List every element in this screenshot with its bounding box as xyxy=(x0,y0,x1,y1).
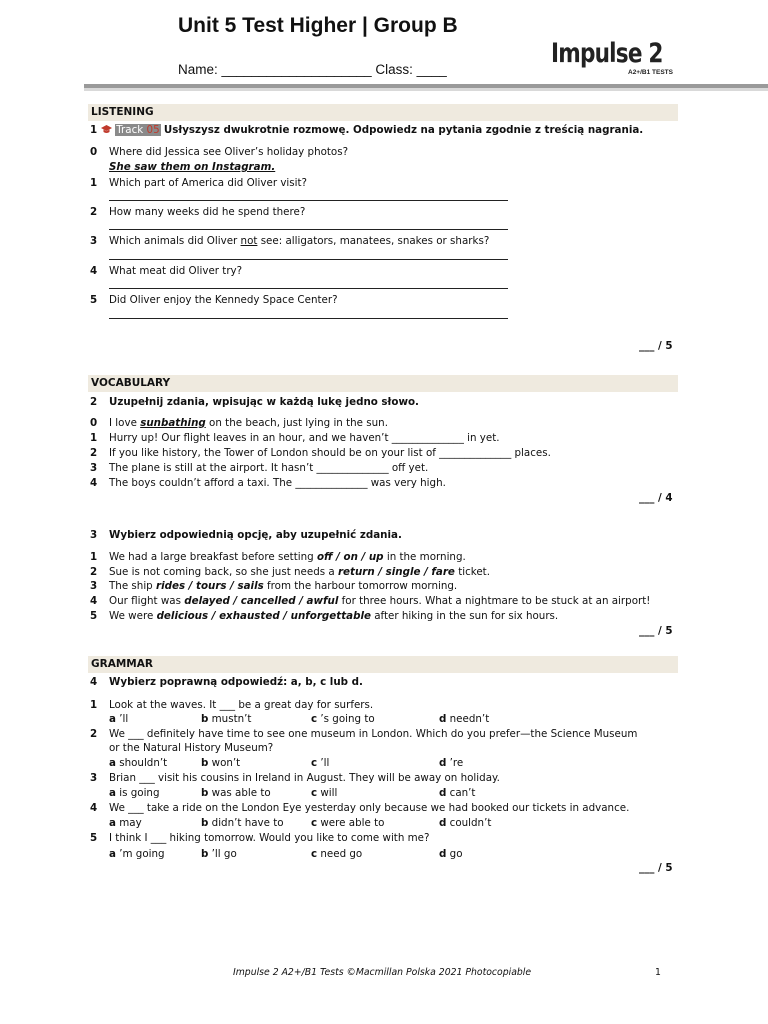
listening-instruction: Usłyszysz dwukrotnie rozmowę. Odpowiedz na pytania zgodnie z treścią nagrania. xyxy=(163,124,644,136)
answer-line[interactable] xyxy=(109,259,508,260)
listening-instruction-row xyxy=(101,124,643,136)
question-text: We ___ definitely have time to see one museum in London. Which do you prefer—the Science Museum xyxy=(109,728,638,740)
item-text: Hurry up! Our flight leaves in an hour, and we haven’t ______________ in yet. xyxy=(109,432,500,444)
page-number: 1 xyxy=(655,967,661,978)
graduation-cap-icon xyxy=(101,125,112,134)
option-d[interactable]: d ’re xyxy=(439,757,464,769)
option-c[interactable]: c ’s going to xyxy=(311,713,375,725)
question-text: Brian ___ visit his cousins in Ireland in August. They will be away on holiday. xyxy=(109,772,500,784)
score-box: ___ / 5 xyxy=(639,862,673,874)
question-text-part: Which animals did Oliver xyxy=(109,235,241,247)
logo-subtitle: A2+/B1 TESTS xyxy=(628,69,673,76)
option-b[interactable]: b mustn’t xyxy=(201,713,252,725)
question-text-continued: or the Natural History Museum? xyxy=(109,742,274,754)
question-text: I think I ___ hiking tomorrow. Would you like to come with me? xyxy=(109,832,430,844)
option-c[interactable]: c need go xyxy=(311,848,363,860)
item-number: 1 xyxy=(90,699,98,711)
exercise-number: 2 xyxy=(90,396,98,408)
item-text-part: for three hours. What a nightmare to be stuck at an airport! xyxy=(338,595,651,607)
question-number: 1 xyxy=(90,177,98,189)
option-b[interactable]: b ’ll go xyxy=(201,848,237,860)
question-emphasis: not xyxy=(240,235,258,247)
question-number: 4 xyxy=(90,265,98,277)
question-text: Where did Jessica see Oliver’s holiday photos? xyxy=(109,146,349,158)
choice-options[interactable]: return / single / fare xyxy=(337,566,455,578)
item-number: 0 xyxy=(90,417,98,429)
answer-line[interactable] xyxy=(109,288,508,289)
option-b[interactable]: b won’t xyxy=(201,757,241,769)
option-a[interactable]: a ’m going xyxy=(109,848,165,860)
item-number: 2 xyxy=(90,447,98,459)
item-text: If you like history, the Tower of London should be on your list of ______________ places. xyxy=(109,447,551,459)
header-divider-shadow xyxy=(84,88,768,91)
section-heading-grammar: GRAMMAR xyxy=(88,656,678,673)
item-text-part: after hiking in the sun for six hours. xyxy=(370,610,559,622)
item-text-part: I love xyxy=(109,417,141,429)
option-b[interactable]: b didn’t have to xyxy=(201,817,284,829)
item-number: 2 xyxy=(90,566,98,578)
example-answer: She saw them on Instagram. xyxy=(109,161,276,173)
page-title: Unit 5 Test Higher | Group B xyxy=(178,14,458,37)
item-text: The boys couldn’t afford a taxi. The ______________ was very high. xyxy=(109,477,446,489)
score-box: ___ / 5 xyxy=(639,625,673,637)
item-number: 3 xyxy=(90,462,98,474)
question-number: 5 xyxy=(90,294,98,306)
item-text-part: Our flight was xyxy=(109,595,185,607)
answer-line[interactable] xyxy=(109,229,508,230)
question-text xyxy=(109,235,489,247)
footer-copyright xyxy=(233,967,531,978)
question-text: Which part of America did Oliver visit? xyxy=(109,177,308,189)
exercise-number: 4 xyxy=(90,676,98,688)
exercise-instruction: Wybierz odpowiednią opcję, aby uzupełnić zdania. xyxy=(109,529,402,541)
item-number: 4 xyxy=(90,477,98,489)
option-c[interactable]: c were able to xyxy=(311,817,385,829)
question-number: 3 xyxy=(90,235,98,247)
exercise-instruction: Wybierz poprawną odpowiedź: a, b, c lub d. xyxy=(109,676,363,688)
question-text: We ___ take a ride on the London Eye yesterday only because we had booked our tickets in advance. xyxy=(109,802,630,814)
option-a[interactable]: a is going xyxy=(109,787,160,799)
track-word: Track xyxy=(116,124,144,136)
item-text xyxy=(109,610,558,622)
choice-options[interactable]: delicious / exhausted / unforgettable xyxy=(156,610,371,622)
item-text-part: We had a large breakfast before setting xyxy=(109,551,317,563)
item-text: The plane is still at the airport. It hasn’t ______________ off yet. xyxy=(109,462,429,474)
option-b[interactable]: b was able to xyxy=(201,787,271,799)
option-a[interactable]: a shouldn’t xyxy=(109,757,168,769)
item-number: 1 xyxy=(90,432,98,444)
option-d[interactable]: d couldn’t xyxy=(439,817,492,829)
exercise-number: 3 xyxy=(90,529,98,541)
item-number: 4 xyxy=(90,802,98,814)
item-text-part: The ship xyxy=(109,580,156,592)
item-number: 3 xyxy=(90,580,98,592)
question-text-part: see: alligators, manatees, snakes or sharks? xyxy=(257,235,490,247)
option-d[interactable]: d go xyxy=(439,848,463,860)
item-text-part: We were xyxy=(109,610,157,622)
item-number: 4 xyxy=(90,595,98,607)
option-d[interactable]: d needn’t xyxy=(439,713,490,725)
score-box: ___ / 5 xyxy=(639,340,673,352)
name-class-line: Name: ____________________ Class: ____ xyxy=(178,62,447,77)
score-box: ___ / 4 xyxy=(639,492,673,504)
item-number: 3 xyxy=(90,772,98,784)
choice-options[interactable]: delayed / cancelled / awful xyxy=(184,595,339,607)
example-answer: sunbathing xyxy=(140,417,206,429)
question-number: 0 xyxy=(90,146,98,158)
option-d[interactable]: d can’t xyxy=(439,787,476,799)
item-text-part: ticket. xyxy=(454,566,490,578)
question-number: 2 xyxy=(90,206,98,218)
exercise-instruction: Uzupełnij zdania, wpisując w każdą lukę jedno słowo. xyxy=(109,396,419,408)
track-label xyxy=(115,124,160,136)
item-text-part: on the beach, just lying in the sun. xyxy=(205,417,388,429)
item-text xyxy=(109,417,388,429)
item-text-part: Sue is not coming back, so she just needs a xyxy=(109,566,338,578)
answer-line[interactable] xyxy=(109,200,508,201)
option-c[interactable]: c will xyxy=(311,787,338,799)
section-heading-vocabulary: VOCABULARY xyxy=(88,375,678,392)
item-text xyxy=(109,580,457,592)
item-number: 5 xyxy=(90,832,98,844)
item-text-part: in the morning. xyxy=(383,551,466,563)
item-text xyxy=(109,551,466,563)
option-a[interactable]: a ’ll xyxy=(109,713,129,725)
choice-options[interactable]: off / on / up xyxy=(316,551,384,563)
question-text: What meat did Oliver try? xyxy=(109,265,243,277)
choice-options[interactable]: rides / tours / sails xyxy=(156,580,264,592)
question-text: Look at the waves. It ___ be a great day for surfers. xyxy=(109,699,374,711)
exercise-number: 1 xyxy=(90,124,98,136)
item-text xyxy=(109,595,650,607)
track-number: 05 xyxy=(146,124,160,136)
footer-text: Impulse 2 A2+/B1 Tests ©Macmillan Polska 2021 Photocopiable xyxy=(233,967,532,978)
item-number: 5 xyxy=(90,610,98,622)
item-text xyxy=(109,566,490,578)
item-number: 2 xyxy=(90,728,98,740)
answer-line[interactable] xyxy=(109,318,508,319)
question-text: Did Oliver enjoy the Kennedy Space Center? xyxy=(109,294,338,306)
item-number: 1 xyxy=(90,551,98,563)
item-text-part: from the harbour tomorrow morning. xyxy=(263,580,458,592)
option-a[interactable]: a may xyxy=(109,817,142,829)
section-heading-listening: LISTENING xyxy=(88,104,678,121)
impulse-logo: Impulse 2 xyxy=(551,38,663,69)
option-c[interactable]: c ’ll xyxy=(311,757,330,769)
question-text: How many weeks did he spend there? xyxy=(109,206,306,218)
